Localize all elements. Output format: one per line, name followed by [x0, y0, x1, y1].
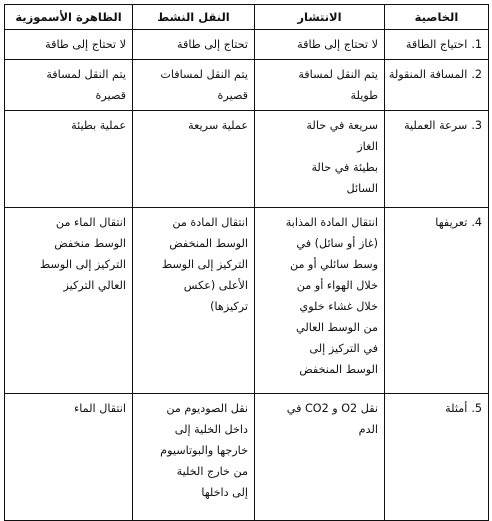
diffusion-cell: سريعة في حالة الغاز بطيئة في حالة السائل — [255, 111, 385, 208]
header-active-transport: النقل النشط — [133, 5, 255, 30]
property-cell — [385, 30, 489, 60]
table-row — [5, 111, 489, 208]
table-body — [5, 30, 489, 521]
property-cell — [385, 394, 489, 521]
property-cell — [385, 208, 489, 394]
row-number: 1. — [471, 38, 482, 51]
active-transport-cell: نقل الصوديوم من داخل الخلية إلى خارجها والبوتاسيوم من خارج الخلية إلى داخلها — [133, 394, 255, 521]
row-number: 4. — [471, 216, 482, 229]
diffusion-cell: نقل O2 و CO2 في الدم — [255, 394, 385, 521]
comparison-table — [4, 4, 489, 521]
active-transport-cell: يتم النقل لمسافات قصيرة — [133, 60, 255, 111]
property-label: المسافة المنقولة — [388, 68, 468, 81]
table-row — [5, 30, 489, 60]
header-osmosis: الظاهرة الأسموزية — [5, 5, 133, 30]
diffusion-cell: يتم النقل لمسافة طويلة — [255, 60, 385, 111]
table-row — [5, 60, 489, 111]
active-transport-cell: عملية سريعة — [133, 111, 255, 208]
property-label: تعريفها — [435, 216, 468, 229]
table-row — [5, 208, 489, 394]
property-label: سرعة العملية — [404, 119, 468, 132]
property-cell — [385, 60, 489, 111]
property-label: أمثلة — [445, 402, 468, 415]
header-row — [5, 5, 489, 30]
osmosis-cell: عملية بطيئة — [5, 111, 133, 208]
property-label: احتياج الطاقة — [405, 38, 468, 51]
header-property: الخاصية — [385, 5, 489, 30]
diffusion-cell: لا تحتاج إلى طاقة — [255, 30, 385, 60]
osmosis-cell: انتقال الماء من الوسط منخفض التركيز إلى الوسط العالي التركيز — [5, 208, 133, 394]
osmosis-cell: لا تحتاج إلى طاقة — [5, 30, 133, 60]
row-number: 3. — [471, 119, 482, 132]
property-cell — [385, 111, 489, 208]
active-transport-cell: انتقال المادة من الوسط المنخفض التركيز إلى الوسط الأعلى (عكس تركيزها) — [133, 208, 255, 394]
table-header — [5, 5, 489, 30]
diffusion-cell: انتقال المادة المذابة (غاز أو سائل) في وسط سائلي أو من خلال الهواء أو من خلال غشاء خلوي من الوسط العالي في التركيز إلى الوسط المنخفض — [255, 208, 385, 394]
header-diffusion: الانتشار — [255, 5, 385, 30]
table-row — [5, 394, 489, 521]
row-number: 2. — [471, 68, 482, 81]
active-transport-cell: تحتاج إلى طاقة — [133, 30, 255, 60]
row-number: 5. — [471, 402, 482, 415]
osmosis-cell: يتم النقل لمسافة قصيرة — [5, 60, 133, 111]
osmosis-cell: انتقال الماء — [5, 394, 133, 521]
